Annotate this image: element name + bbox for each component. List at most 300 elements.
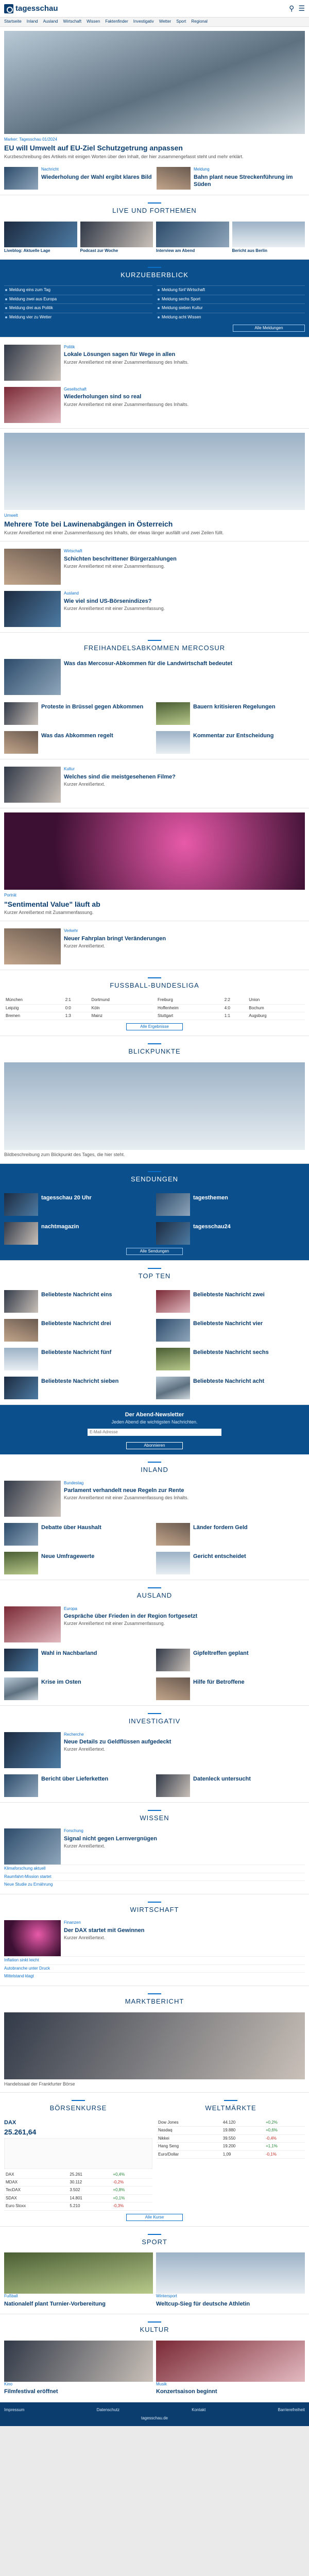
article-kicker: Politik [64, 345, 75, 349]
logo-icon [4, 4, 13, 13]
card-image [4, 222, 77, 247]
list-item[interactable] [4, 659, 305, 695]
table-row[interactable] [157, 2134, 305, 2142]
table-row[interactable] [4, 2178, 152, 2186]
article-title: Hilfe für Betroffene [193, 1679, 245, 1685]
article-title: Debatte über Haushalt [41, 1524, 101, 1531]
article-kicker: Gesellschaft [64, 387, 87, 392]
article-image [4, 1774, 38, 1797]
article-title: Gipfeltreffen geplant [193, 1650, 249, 1656]
brief-item[interactable]: Meldung acht Wissen [157, 313, 305, 321]
list-item[interactable] [156, 702, 305, 725]
top-story-title[interactable]: EU will Umwelt auf EU-Ziel Schutzgetrung anpassen [4, 144, 183, 152]
article-image [4, 1523, 38, 1546]
card-title: Bericht aus Berlin [232, 248, 267, 253]
article-image [156, 1774, 190, 1797]
footer-link[interactable]: Barrierefreiheit [278, 2407, 305, 2412]
article-image [4, 167, 38, 190]
list-item[interactable] [4, 1774, 153, 1797]
brief-item[interactable]: Meldung vier zu Wetter [4, 313, 152, 321]
footer-copyright: tagesschau.de [141, 2416, 168, 2421]
stock-change: +0,4% [111, 2171, 152, 2179]
stock-value: 5.210 [68, 2202, 111, 2210]
article-title: Filmfestival eröffnet [4, 2388, 58, 2395]
article-title: Konzertsaison beginnt [156, 2388, 217, 2395]
market-change: +1,1% [264, 2143, 305, 2150]
list-item[interactable] [4, 167, 152, 190]
blickpunkte-section [0, 1036, 309, 1164]
list-item[interactable] [4, 1828, 305, 1865]
index-value: 25.261,64 [4, 2128, 37, 2137]
sport-section [0, 2227, 309, 2315]
list-item[interactable] [156, 1523, 305, 1546]
table-row[interactable] [157, 2150, 305, 2158]
link-item[interactable]: Mittelstand klagt [4, 1972, 305, 1980]
results-table [156, 996, 305, 1020]
article-title: Beliebteste Nachricht eins [41, 1291, 112, 1298]
brief-item[interactable]: Meldung sechs Sport [157, 295, 305, 303]
article-image [156, 1348, 190, 1370]
article-image [4, 1377, 38, 1399]
brief-item[interactable]: Meldung zwei aus Europa [4, 295, 152, 303]
article-image [156, 1377, 190, 1399]
match-score: 2:2 [223, 996, 248, 1004]
site-header [0, 0, 309, 18]
article-kicker: Recherche [64, 1732, 84, 1737]
away-team: Mainz [90, 1012, 153, 1020]
list-item[interactable] [4, 767, 305, 803]
brief-item[interactable]: Meldung eins zum Tag [4, 285, 152, 294]
nav-item[interactable]: Ausland [43, 19, 58, 24]
home-team: Stuttgart [156, 1012, 223, 1020]
article-image [157, 167, 191, 190]
footer-link[interactable]: Datenschutz [96, 2407, 120, 2412]
boerse-section [0, 2093, 309, 2226]
all-prices-button[interactable]: Alle Kurse [126, 2214, 183, 2221]
live-card[interactable] [156, 222, 229, 253]
table-row[interactable] [4, 2194, 152, 2202]
article-title: Was das Mercosur-Abkommen für die Landwirtschaft bedeutet [64, 660, 233, 667]
bundesliga-section [0, 970, 309, 1036]
footer-link[interactable]: Kontakt [192, 2407, 206, 2412]
article-image [156, 2252, 305, 2294]
market-value: 19.200 [221, 2143, 264, 2150]
table-row[interactable] [157, 2143, 305, 2150]
list-item[interactable] [156, 2341, 305, 2397]
list-item[interactable] [4, 549, 305, 585]
article-title: Schichten beschrittener Bürgerzahlungen [64, 555, 177, 562]
newsletter-section [0, 1405, 309, 1454]
article-image [4, 702, 38, 725]
article-title: Beliebteste Nachricht drei [41, 1320, 111, 1327]
table-row[interactable] [156, 1004, 305, 1012]
article-teaser: Kurzer Anreißertext mit einer Zusammenfassung des Inhalts. [64, 401, 189, 407]
card-title: Liveblog: Aktuelle Lage [4, 248, 50, 253]
article-image [4, 1920, 61, 1956]
list-item[interactable] [4, 591, 305, 627]
stock-change: +0,8% [111, 2187, 152, 2194]
list-item[interactable] [4, 1290, 153, 1313]
article-teaser: Kurzer Anreißertext mit einer Zusammenfassung des Inhalts. [64, 359, 189, 365]
article-kicker: Meldung [194, 167, 210, 172]
list-item[interactable] [156, 1552, 305, 1574]
article-kicker: Finanzen [64, 1920, 81, 1925]
list-item[interactable] [4, 702, 153, 725]
market-change: -0,4% [264, 2134, 305, 2142]
article-image [4, 1828, 61, 1865]
live-section [0, 195, 309, 259]
search-icon[interactable]: ⚲ [289, 4, 295, 13]
top-story-kicker: Marker: Tagesschau 01/2024 [4, 137, 58, 142]
feature-story [0, 429, 309, 541]
article-image [156, 702, 190, 725]
table-row[interactable] [157, 2127, 305, 2134]
list-item[interactable] [4, 1649, 153, 1671]
all-shows-button[interactable]: Alle Sendungen [126, 1248, 183, 1255]
article-title: Gericht entscheidet [193, 1553, 246, 1560]
gallery-caption: Bildbeschreibung zum Blickpunkt des Tages, die hier steht. [4, 1152, 125, 1158]
market-name: Hang Seng [157, 2143, 221, 2150]
article-kicker: Europa [64, 1606, 77, 1611]
article-title: Beliebteste Nachricht vier [193, 1320, 263, 1327]
show-item[interactable] [156, 1222, 305, 1245]
live-card[interactable] [80, 222, 153, 253]
feature-story [0, 808, 309, 921]
home-team: Leipzig [4, 1004, 64, 1012]
article-teaser: Kurzer Anreißertext. [64, 943, 106, 949]
article-title[interactable]: "Sentimental Value" läuft ab [4, 900, 100, 908]
article-image [4, 1481, 61, 1517]
section-title: INLAND [4, 1459, 305, 1478]
section-title: WIRTSCHAFT [4, 1899, 305, 1918]
nav-item[interactable]: Inland [26, 19, 38, 24]
article-kicker: Ausland [64, 591, 79, 596]
list-item[interactable] [4, 1732, 305, 1768]
brief-item[interactable]: Meldung drei aus Politik [4, 303, 152, 312]
menu-icon[interactable]: ☰ [298, 4, 305, 13]
article-kicker: Bundestag [64, 1480, 84, 1485]
list-item[interactable] [4, 1348, 153, 1370]
nav-item[interactable]: Sport [176, 19, 186, 24]
article-image [4, 1732, 61, 1768]
list-item[interactable] [156, 1377, 305, 1399]
site-logo[interactable] [4, 4, 58, 14]
home-team: München [4, 996, 64, 1004]
link-item[interactable]: Autobranche unter Druck [4, 1964, 305, 1972]
match-score: 1:3 [64, 1012, 90, 1020]
home-team: Bremen [4, 1012, 64, 1020]
stock-name: TecDAX [4, 2187, 68, 2194]
main-nav [0, 18, 309, 27]
article-image [4, 659, 61, 695]
article-kicker: Wintersport [156, 2294, 177, 2299]
article-title: Neue Umfragewerte [41, 1553, 95, 1560]
match-score: 2:1 [64, 996, 90, 1004]
article-kicker: Musik [156, 2382, 167, 2386]
article-image [4, 591, 61, 627]
article-title: Beliebteste Nachricht sieben [41, 1378, 119, 1384]
article-image [4, 731, 38, 754]
market-change: +0,6% [264, 2127, 305, 2134]
article-image [156, 1319, 190, 1342]
list-item[interactable] [156, 1774, 305, 1797]
story-list [0, 337, 309, 429]
list-item[interactable] [156, 1290, 305, 1313]
stock-name: DAX [4, 2171, 68, 2179]
list-item[interactable] [4, 1606, 305, 1642]
list-item[interactable] [4, 387, 305, 423]
table-row[interactable] [157, 2119, 305, 2127]
article-image [156, 731, 190, 754]
show-item[interactable] [4, 1222, 153, 1245]
table-row[interactable] [4, 1012, 153, 1020]
newsletter-title: Der Abend-Newsletter [125, 1411, 184, 1418]
nav-item[interactable]: Investigativ [133, 19, 154, 24]
article-kicker: Kino [4, 2382, 13, 2386]
section-title: WELTMÄRKTE [157, 2097, 305, 2116]
top-story-image[interactable] [4, 31, 305, 134]
investigativ-section [0, 1706, 309, 1803]
article-title: Neue Details zu Geldflüssen aufgedeckt [64, 1738, 171, 1745]
article-kicker: Fußball [4, 2294, 18, 2299]
link-item[interactable]: Raumfahrt-Mission startet [4, 1873, 305, 1880]
nav-item[interactable]: Regional [191, 19, 208, 24]
article-image [4, 2341, 153, 2382]
show-item[interactable] [4, 1193, 153, 1216]
nav-item[interactable]: Faktenfinder [105, 19, 128, 24]
newsletter-text: Jeden Abend die wichtigsten Nachrichten. [111, 1419, 198, 1425]
sendungen-section [0, 1164, 309, 1261]
header-actions [289, 4, 305, 13]
article-title: Wie viel sind US-Börsenindizes? [64, 598, 152, 604]
article-teaser: Kurzer Anreißertext. [64, 781, 106, 787]
article-title: Proteste in Brüssel gegen Abkommen [41, 704, 144, 710]
article-image [4, 1606, 61, 1642]
list-item[interactable] [4, 1481, 305, 1517]
article-title: Signal nicht gegen Lernvergnügen [64, 1835, 157, 1842]
away-team: Augsburg [247, 1012, 305, 1020]
article-title: Wiederholungen sind so real [64, 394, 142, 400]
section-title: LIVE UND FORTHEMEN [4, 199, 305, 218]
list-item[interactable] [156, 1319, 305, 1342]
match-score: 4:0 [223, 1004, 248, 1012]
story-list [0, 921, 309, 970]
nav-item[interactable]: Wirtschaft [63, 19, 82, 24]
list-item[interactable] [4, 1319, 153, 1342]
world-market-table [157, 2119, 305, 2159]
show-title: nachtmagazin [41, 1223, 79, 1230]
live-card[interactable] [4, 222, 77, 253]
top-story [0, 27, 309, 195]
kultur-section [0, 2314, 309, 2402]
article-image [4, 1290, 38, 1313]
kurzueberblick-section [0, 260, 309, 337]
list-item[interactable] [4, 345, 305, 381]
market-image[interactable] [4, 2012, 305, 2079]
site-footer [0, 2402, 309, 2427]
article-title: Wiederholung der Wahl ergibt klares Bild [41, 174, 152, 180]
article-teaser: Kurzer Anreißertext. [64, 1843, 106, 1849]
list-item[interactable] [156, 1649, 305, 1671]
market-name: Nasdaq [157, 2127, 221, 2134]
table-row[interactable] [156, 996, 305, 1004]
newsletter-subscribe-button[interactable]: Abonnieren [126, 1442, 183, 1449]
top-story-teaser: Kurzbeschreibung des Artikels mit einigen Worten über den Inhalt, der hier zusammengefasst steht und mehr erklärt. [4, 154, 244, 159]
feature-image[interactable] [4, 433, 305, 510]
article-title: Nationalelf plant Turnier-Vorbereitung [4, 2300, 106, 2307]
list-item[interactable] [156, 1677, 305, 1700]
list-item[interactable] [4, 1920, 305, 1956]
article-image [4, 1552, 38, 1574]
nav-item[interactable]: Wissen [87, 19, 100, 24]
match-score: 0:0 [64, 1004, 90, 1012]
show-title: tagesthemen [193, 1194, 228, 1201]
market-value: 44.120 [221, 2119, 264, 2127]
article-kicker: Nachricht [41, 167, 59, 172]
article-title: Wahl in Nachbarland [41, 1650, 97, 1656]
story-list [0, 759, 309, 808]
show-title: tagesschau24 [193, 1223, 231, 1230]
section-title: INVESTIGATIV [4, 1710, 305, 1729]
list-item[interactable] [4, 1377, 153, 1399]
market-name: Dow Jones [157, 2119, 221, 2127]
section-title: AUSLAND [4, 1584, 305, 1603]
feature-image[interactable] [4, 812, 305, 890]
section-title: KULTUR [4, 2318, 305, 2337]
article-teaser: Kurzer Anreißertext mit einer Zusammenfassung. [64, 563, 165, 569]
stock-value: 30.112 [68, 2178, 111, 2186]
away-team: Köln [90, 1004, 153, 1012]
link-item[interactable]: Klimaforschung aktuell [4, 1865, 305, 1872]
table-row[interactable] [4, 2171, 152, 2179]
gallery-image[interactable] [4, 1062, 305, 1150]
stock-change: -0,3% [111, 2202, 152, 2210]
list-item[interactable] [4, 2341, 153, 2397]
away-team: Dortmund [90, 996, 153, 1004]
article-title: Lokale Lösungen sagen für Wege in allen [64, 351, 176, 358]
list-item[interactable] [156, 2252, 305, 2309]
article-title: Krise im Osten [41, 1679, 81, 1685]
article-title: Der DAX startet mit Gewinnen [64, 1927, 145, 1934]
newsletter-email-input[interactable] [88, 1429, 221, 1436]
section-title: BLICKPUNKTE [4, 1040, 305, 1059]
section-title: KURZUEBERBLICK [4, 264, 305, 283]
stock-change: -0,2% [111, 2178, 152, 2186]
show-image [4, 1222, 38, 1245]
away-team: Union [247, 996, 305, 1004]
market-change: +0,2% [264, 2119, 305, 2127]
article-image [4, 387, 61, 423]
article-image [4, 767, 61, 803]
footer-link[interactable]: Impressum [4, 2407, 25, 2412]
article-title: Länder fordern Geld [193, 1524, 248, 1531]
away-team: Bochum [247, 1004, 305, 1012]
card-title: Podcast zur Woche [80, 248, 118, 253]
article-kicker: Verkehr [64, 928, 78, 934]
list-item[interactable] [157, 167, 305, 190]
all-results-button[interactable]: Alle Ergebnisse [126, 1023, 183, 1030]
index-name: DAX [4, 2120, 16, 2126]
match-score: 1:1 [223, 1012, 248, 1020]
article-image [4, 1348, 38, 1370]
market-value: 39.550 [221, 2134, 264, 2142]
nav-item[interactable]: Startseite [4, 19, 22, 24]
brief-item[interactable]: Meldung sieben Kultur [157, 303, 305, 312]
article-image [156, 1552, 190, 1574]
table-row[interactable] [4, 996, 153, 1004]
article-title: Beliebteste Nachricht sechs [193, 1349, 269, 1355]
article-teaser: Kurzer Anreißertext mit einer Zusammenfassung des Inhalts, der etwas länger ausfällt und zwei Zeilen füllt. [4, 530, 224, 535]
article-title: Beliebteste Nachricht fünf [41, 1349, 112, 1355]
list-item[interactable] [4, 928, 305, 964]
inland-section [0, 1454, 309, 1580]
show-item[interactable] [156, 1193, 305, 1216]
article-image [4, 345, 61, 381]
stock-value: 14.801 [68, 2194, 111, 2202]
stock-name: Euro Stoxx [4, 2202, 68, 2210]
list-item[interactable] [4, 1523, 153, 1546]
article-kicker: Wirtschaft [64, 549, 82, 554]
article-title: Datenleck untersucht [193, 1775, 251, 1782]
table-row[interactable] [4, 2202, 152, 2210]
home-team: Hoffenheim [156, 1004, 223, 1012]
table-row[interactable] [156, 1012, 305, 1020]
list-item[interactable] [156, 1348, 305, 1370]
list-item[interactable] [4, 1677, 153, 1700]
list-item[interactable] [156, 731, 305, 754]
link-item[interactable]: Inflation sinkt leicht [4, 1956, 305, 1964]
article-image [156, 1677, 190, 1700]
brief-item[interactable]: Meldung fünf Wirtschaft [157, 285, 305, 294]
list-item[interactable] [4, 731, 153, 754]
list-item[interactable] [4, 2252, 153, 2309]
nav-item[interactable]: Wetter [159, 19, 171, 24]
list-item[interactable] [4, 1552, 153, 1574]
wissen-section [0, 1803, 309, 1894]
link-item[interactable]: Neue Studie zu Ernährung [4, 1880, 305, 1888]
article-teaser: Kurzer Anreißertext mit Zusammenfassung. [4, 909, 94, 915]
article-image [4, 1649, 38, 1671]
article-title: Gespräche über Frieden in der Region fortgesetzt [64, 1613, 198, 1619]
stock-name: SDAX [4, 2194, 68, 2202]
table-row[interactable] [4, 2187, 152, 2194]
card-title: Interview am Abend [156, 248, 195, 253]
show-image [4, 1193, 38, 1216]
marktbericht-section [0, 1986, 309, 2093]
table-row[interactable] [4, 1004, 153, 1012]
stock-name: MDAX [4, 2178, 68, 2186]
show-image [156, 1193, 190, 1216]
home-team: Freiburg [156, 996, 223, 1004]
story-list [0, 541, 309, 633]
market-value: 19.880 [221, 2127, 264, 2134]
article-image [156, 2341, 305, 2382]
card-image [156, 222, 229, 247]
live-card[interactable] [232, 222, 305, 253]
section-title: BÖRSENKURSE [4, 2097, 152, 2116]
article-title: Beliebteste Nachricht acht [193, 1378, 265, 1384]
article-teaser: Kurzer Anreißertext. [64, 1935, 106, 1941]
all-briefs-button[interactable]: Alle Meldungen [233, 325, 305, 332]
article-title: Neuer Fahrplan bringt Veränderungen [64, 935, 166, 942]
article-image [4, 1319, 38, 1342]
article-image [156, 1290, 190, 1313]
article-title[interactable]: Mehrere Tote bei Lawinenabgängen in Österreich [4, 520, 173, 529]
mercosur-section [0, 633, 309, 759]
section-title: SENDUNGEN [4, 1168, 305, 1187]
article-title: Weltcup-Sieg für deutsche Athletin [156, 2300, 250, 2307]
article-kicker: Kultur [64, 767, 75, 772]
